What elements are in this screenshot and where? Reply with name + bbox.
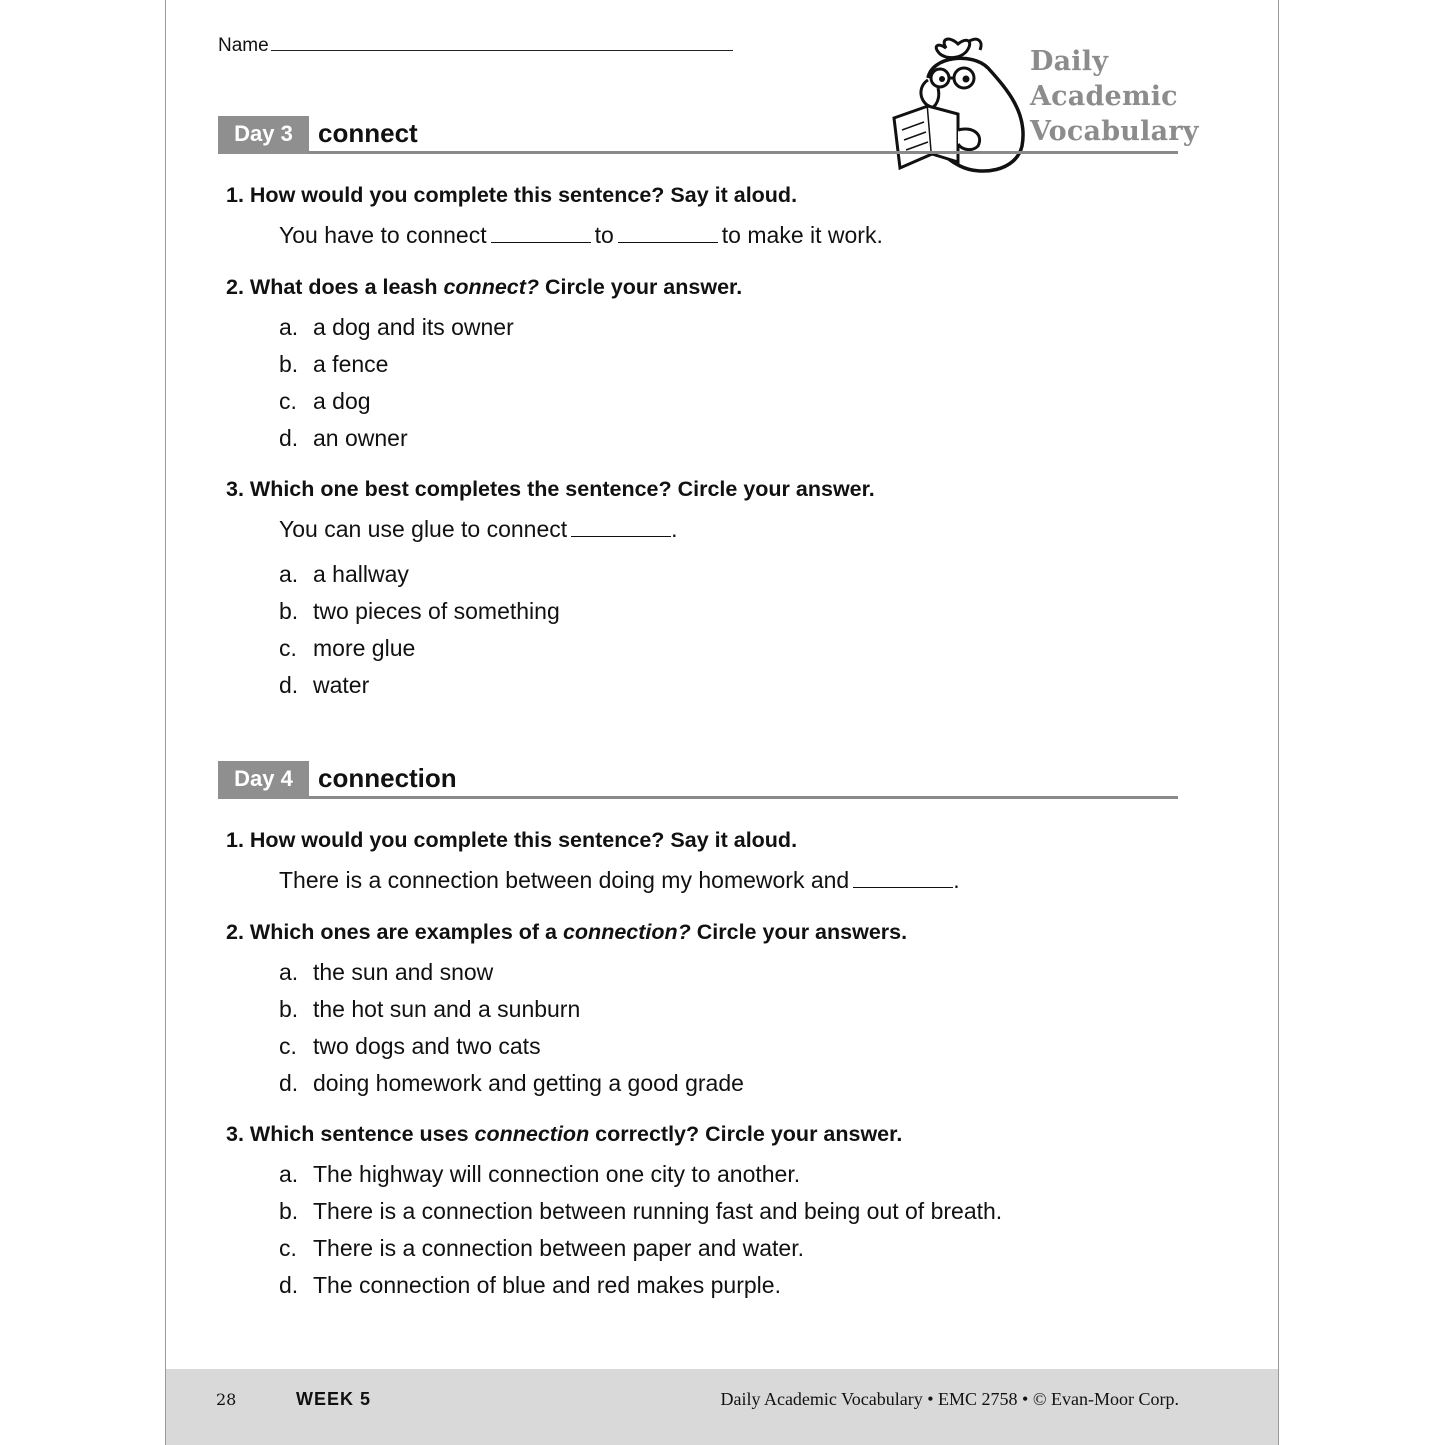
day4-q1-sentence-part1: There is a connection between doing my homework and [279, 867, 850, 893]
day3-q3-sentence-end: . [671, 516, 678, 542]
day3-q1-sentence-part3: to make it work. [721, 222, 883, 248]
day3-badge: Day 3 [218, 116, 309, 154]
day4-q2-prompt [226, 920, 907, 945]
day3-q2-option[interactable]: a. a dog and its owner [279, 314, 514, 340]
day3-q1-sentence-part2: to [594, 222, 614, 248]
day3-rule-end [1030, 151, 1178, 154]
day4-q3-option[interactable]: a. The highway will connection one city to another. [279, 1161, 801, 1187]
day4-badge: Day 4 [218, 761, 309, 799]
day4-q1-prompt: 1. How would you complete this sentence? Say it aloud. [226, 828, 798, 852]
name-blank-line[interactable] [271, 32, 733, 51]
day3-q3-sentence [279, 516, 678, 543]
logo-line-2: Academic [1030, 81, 1178, 112]
day4-q3-option[interactable]: b. There is a connection between running fast and being out of breath. [279, 1198, 1003, 1224]
day4-q2-option[interactable]: a. the sun and snow [279, 959, 494, 985]
day3-q3-option[interactable]: b. two pieces of something [279, 598, 560, 624]
logo-line-1: Daily [1030, 46, 1109, 77]
day4-q2-option[interactable]: c. two dogs and two cats [279, 1033, 541, 1059]
day4-q1-blank[interactable] [853, 867, 953, 888]
day3-q2-prompt-pre: 2. What does a leash [226, 275, 444, 299]
day4-q2-option[interactable]: d. doing homework and getting a good grade [279, 1070, 744, 1096]
day4-q1-sentence-end: . [953, 867, 960, 893]
day4-q3-option[interactable]: d. The connection of blue and red makes purple. [279, 1272, 781, 1298]
day4-q3-prompt-pre: 3. Which sentence uses [226, 1122, 475, 1146]
day3-q2-option[interactable]: c. a dog [279, 388, 371, 414]
day4-q2-prompt-em: connection? [562, 920, 691, 944]
day3-q1-sentence-part1: You have to connect [279, 222, 487, 248]
day3-q2-option[interactable]: d. an owner [279, 425, 408, 451]
day3-q2-prompt [226, 275, 742, 300]
day4-word: connection [318, 763, 457, 793]
copyright-text: Daily Academic Vocabulary • EMC 2758 • © Evan-Moor Corp. [720, 1389, 1179, 1409]
day4-q2-prompt-pre: 2. Which ones are examples of a [226, 920, 563, 944]
day3-header [218, 116, 1178, 154]
week-label: WEEK 5 [296, 1389, 372, 1409]
day4-q2-prompt-post: Circle your answers. [690, 920, 908, 944]
logo-line-3: Vocabulary [1030, 116, 1199, 147]
day4-rule [218, 796, 1178, 799]
day4-q3-prompt-post: correctly? Circle your answer. [589, 1122, 903, 1146]
name-field-row [218, 32, 733, 57]
day3-q2-prompt-post: Circle your answer. [539, 275, 743, 299]
day3-q1-blank-2[interactable] [618, 222, 718, 243]
day3-q3-option[interactable]: a. a hallway [279, 561, 409, 587]
day3-q3-sentence-part1: You can use glue to connect [279, 516, 568, 542]
day3-rule [218, 151, 1078, 154]
day4-q3-prompt-em: connection [474, 1122, 590, 1146]
day3-q3-option[interactable]: c. more glue [279, 635, 416, 661]
day4-header [218, 761, 1178, 799]
day3-q2-option[interactable]: b. a fence [279, 351, 389, 377]
day3-q3-blank[interactable] [571, 516, 671, 537]
day3-q3-option[interactable]: d. water [279, 672, 370, 698]
name-label: Name [218, 35, 269, 56]
day3-q2-prompt-em: connect? [443, 275, 540, 299]
day4-q1-sentence [279, 867, 960, 894]
day4-q3-option[interactable]: c. There is a connection between paper and water. [279, 1235, 804, 1261]
day3-q1-prompt: 1. How would you complete this sentence? Say it aloud. [226, 183, 798, 207]
day3-word: connect [318, 118, 418, 148]
day3-q3-prompt: 3. Which one best completes the sentence? Circle your answer. [226, 477, 875, 501]
day4-q2-option[interactable]: b. the hot sun and a sunburn [279, 996, 581, 1022]
worksheet-page [165, 0, 1279, 1445]
day3-q1-sentence [279, 222, 883, 249]
day4-q3-prompt [226, 1122, 902, 1147]
page-number: 28 [216, 1390, 237, 1409]
day3-q1-blank-1[interactable] [491, 222, 591, 243]
